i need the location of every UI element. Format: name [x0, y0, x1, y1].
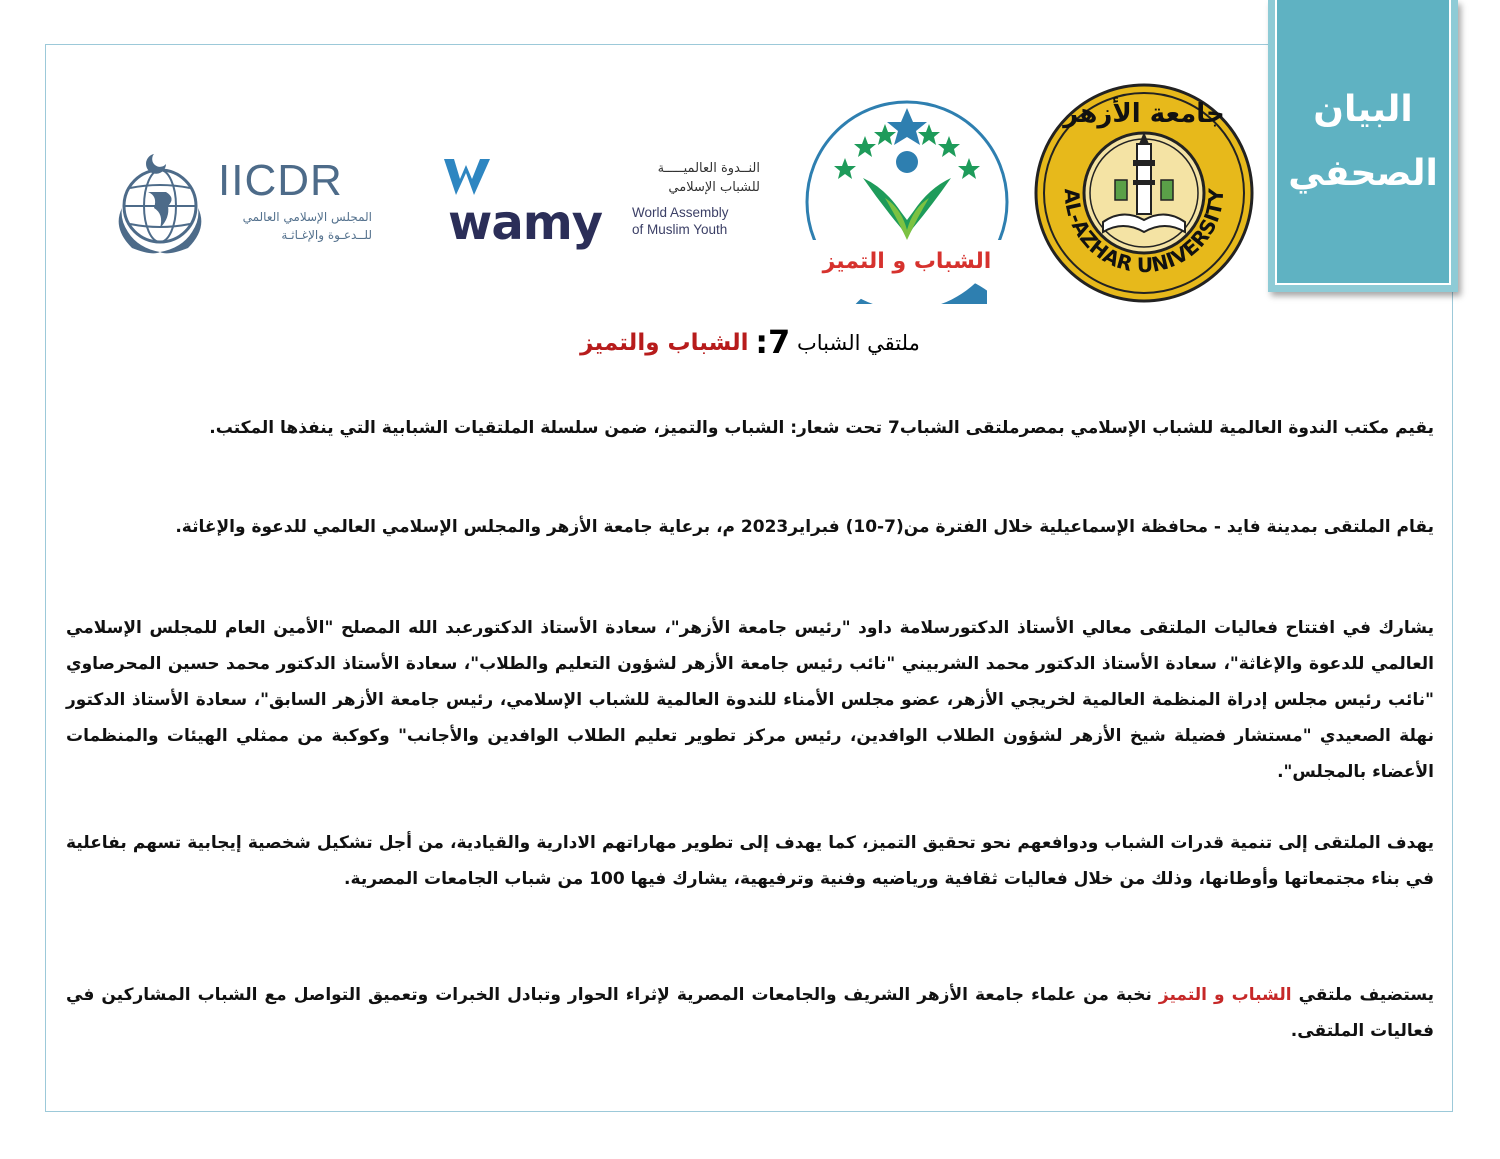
paragraph-5 — [66, 977, 1434, 1049]
heading-colon: : — [755, 323, 769, 361]
iicdr-logo — [108, 148, 378, 256]
paragraph-5-highlight: الشباب و التميز — [1158, 985, 1292, 1005]
heading-slogan: الشباب والتميز — [580, 330, 749, 356]
wamy-logo — [440, 155, 770, 250]
forum-heading — [300, 323, 1200, 373]
badge-line-2: الصحفي — [1288, 152, 1438, 194]
iicdr-arabic-line-2: للــدعـوة والإغـاثـة — [281, 228, 372, 242]
press-release-badge-inner — [1275, 0, 1451, 285]
paragraph-4 — [66, 825, 1434, 897]
wamy-english-line-1: World Assembly — [632, 205, 729, 220]
youth-logo-number: 7 — [901, 281, 913, 300]
wamy-wordmark: wamy — [448, 195, 603, 251]
globe-icon — [108, 148, 212, 256]
azhar-seal-arabic-text: جامعة الأزهر — [1063, 99, 1225, 129]
paragraph-5-text — [66, 977, 1434, 1049]
heading-prefix: ملتقي الشباب — [797, 331, 920, 355]
paragraph-2 — [66, 509, 1434, 545]
paragraph-4-text: يهدف الملتقى إلى تنمية قدرات الشباب ودوافعهم نحو تحقيق التميز، كما يهدف إلى تطوير مهاراتهم الادارية والقيادية، من أجل تشكيل شخصية إيجابية تسهم بفاعلية في بناء مجتمعاتها وأوطانها، وذلك من خلال فعاليات ثقافية ورياضيه وفنية وترفيهية، يشارك فيها 100 من شباب الجامعات المصرية. — [66, 833, 1434, 889]
paragraph-5-start: يستضيف ملتقي — [1298, 985, 1435, 1005]
al-azhar-university-logo — [1033, 82, 1255, 304]
paragraph-2-text: يقام الملتقى بمدينة فايد - محافظة الإسماعيلية خلال الفترة من(7-10) فبراير2023 م، برعاية جامعة الأزهر والمجلس الإسلامي العالمي للدعوة والإغاثة. — [175, 517, 1434, 537]
youth-logo-arabic-text: الشباب و التميز — [822, 249, 992, 274]
heading-number: 7 — [768, 323, 791, 361]
wamy-arabic-line-2: للشباب الإسلامي — [668, 180, 760, 195]
iicdr-arabic-line-1: المجلس الإسلامي العالمي — [242, 210, 372, 224]
iicdr-wordmark: IICDR — [218, 156, 343, 205]
paragraph-1 — [66, 410, 1434, 446]
azhar-seal-latin-text: AL-AZHAR UNIVERSITY — [1059, 187, 1229, 278]
press-release-badge — [1268, 0, 1458, 292]
wamy-english-line-2: of Muslim Youth — [632, 222, 728, 237]
wamy-arabic-line-1: النــدوة العالميـــــة — [657, 161, 760, 176]
paragraph-5-end: نخبة من علماء جامعة الأزهر الشريف والجامعات المصرية لإثراء الحوار وتبادل الخبرات وتعميق التواصل مع الشباب المشاركين في فعاليات الملتقى. — [66, 985, 1434, 1041]
paragraph-1-text: يقيم مكتب الندوة العالمية للشباب الإسلامي بمصرملتقى الشباب7 تحت شعار: الشباب والتميز، ضمن سلسلة الملتقيات الشبابية التي ينفذها المكتب. — [209, 418, 1434, 438]
paragraph-3 — [66, 610, 1434, 790]
al-azhar-seal-icon — [1033, 82, 1255, 304]
paragraph-3-text: يشارك في افتتاح فعاليات الملتقى معالي الأستاذ الدكتورسلامة داود "رئيس جامعة الأزهر"، سعادة الأستاذ الدكتورعبد الله المصلح "الأمين العام للمجلس الإسلامي العالمي للدعوة والإغاثة"، سعادة الأستاذ الدكتور محمد الشربيني "نائب رئيس جامعة الأزهر لشؤون التعليم والطلاب"، سعادة الأستاذ الدكتور محمد حسين المحرصاوي "نائب رئيس مجلس إدراة المنظمة العالمية لخريجي الأزهر، عضو مجلس الأمناء للندوة العالمية للشباب الإسلامي، رئيس جامعة الأزهر السابق"، سعادة الأستاذ الدكتور نهلة الصعيدي "مستشار فضيلة شيخ الأزهر لشؤون الطلاب الوافدين، رئيس مركز تطوير تعليم الطلاب الوافدين والأجانب" وكوكبة من ممثلي الهيئات والمنظمات الأعضاء بالمجلس". — [66, 618, 1434, 782]
badge-line-1: البيان — [1313, 88, 1413, 130]
youth-excellence-logo — [805, 100, 1009, 304]
wamy-mark-icon — [440, 155, 510, 199]
youth-excellence-emblem-icon — [805, 100, 1009, 304]
